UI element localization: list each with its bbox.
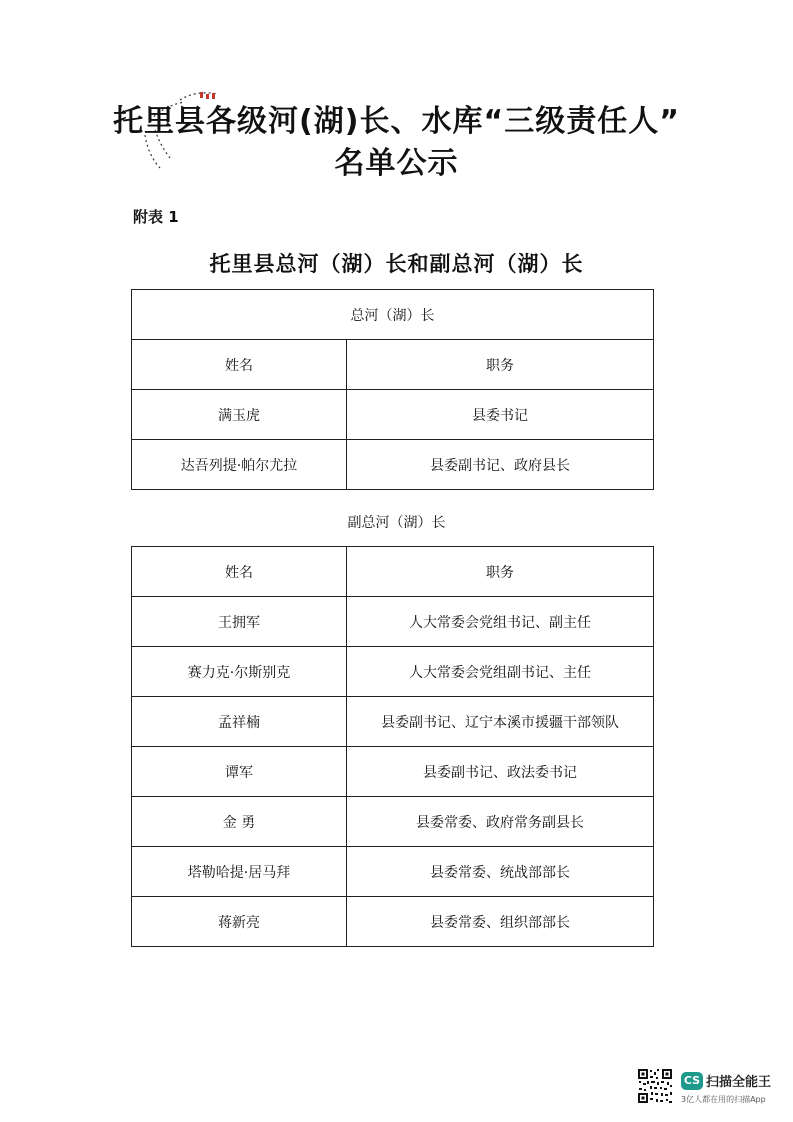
scanner-watermark	[637, 1068, 787, 1110]
cell-name: 王拥军	[132, 597, 347, 647]
table-row	[132, 747, 654, 797]
cell-name: 赛力克·尔斯别克	[132, 647, 347, 697]
cell-name: 孟祥楠	[132, 697, 347, 747]
table-row	[132, 647, 654, 697]
header-position: 职务	[347, 547, 654, 597]
table-row	[132, 440, 654, 490]
deputy-table	[131, 546, 654, 947]
watermark-tagline: 3亿人都在用的扫描App	[681, 1095, 766, 1104]
cell-position: 县委常委、政府常务副县长	[347, 797, 654, 847]
watermark-brand: 扫描全能王	[706, 1075, 772, 1090]
chief-table-caption: 总河（湖）长	[132, 290, 654, 340]
qr-code-icon	[637, 1068, 673, 1104]
cell-name: 金 勇	[132, 797, 347, 847]
cell-name: 蒋新亮	[132, 897, 347, 947]
cell-position: 人大常委会党组书记、副主任	[347, 597, 654, 647]
chief-table	[131, 289, 654, 490]
table-row	[132, 897, 654, 947]
cell-position: 县委副书记、政府县长	[347, 440, 654, 490]
section-subtitle: 托里县总河（湖）长和副总河（湖）长	[209, 252, 584, 276]
document-title-line2: 名单公示	[334, 146, 459, 181]
cell-position: 县委常委、组织部部长	[347, 897, 654, 947]
table-row	[132, 847, 654, 897]
header-name: 姓名	[132, 547, 347, 597]
table-row	[132, 697, 654, 747]
cell-name: 达吾列提·帕尔尤拉	[132, 440, 347, 490]
cell-name: 塔勒哈提·居马拜	[132, 847, 347, 897]
cell-position: 县委副书记、政法委书记	[347, 747, 654, 797]
table-row	[132, 390, 654, 440]
cell-name: 满玉虎	[132, 390, 347, 440]
camscanner-logo: CS	[681, 1072, 703, 1090]
appendix-label: 附表 1	[133, 208, 179, 226]
cell-name: 谭军	[132, 747, 347, 797]
cell-position: 县委书记	[347, 390, 654, 440]
header-name: 姓名	[132, 340, 347, 390]
cell-position: 县委副书记、辽宁本溪市援疆干部领队	[347, 697, 654, 747]
cell-position: 人大常委会党组副书记、主任	[347, 647, 654, 697]
table-row	[132, 597, 654, 647]
cell-position: 县委常委、统战部部长	[347, 847, 654, 897]
document-title-line1: 托里县各级河(湖)长、水库“三级责任人”	[113, 104, 680, 139]
header-position: 职务	[347, 340, 654, 390]
deputy-caption: 副总河（湖）长	[347, 515, 446, 531]
table-row	[132, 797, 654, 847]
